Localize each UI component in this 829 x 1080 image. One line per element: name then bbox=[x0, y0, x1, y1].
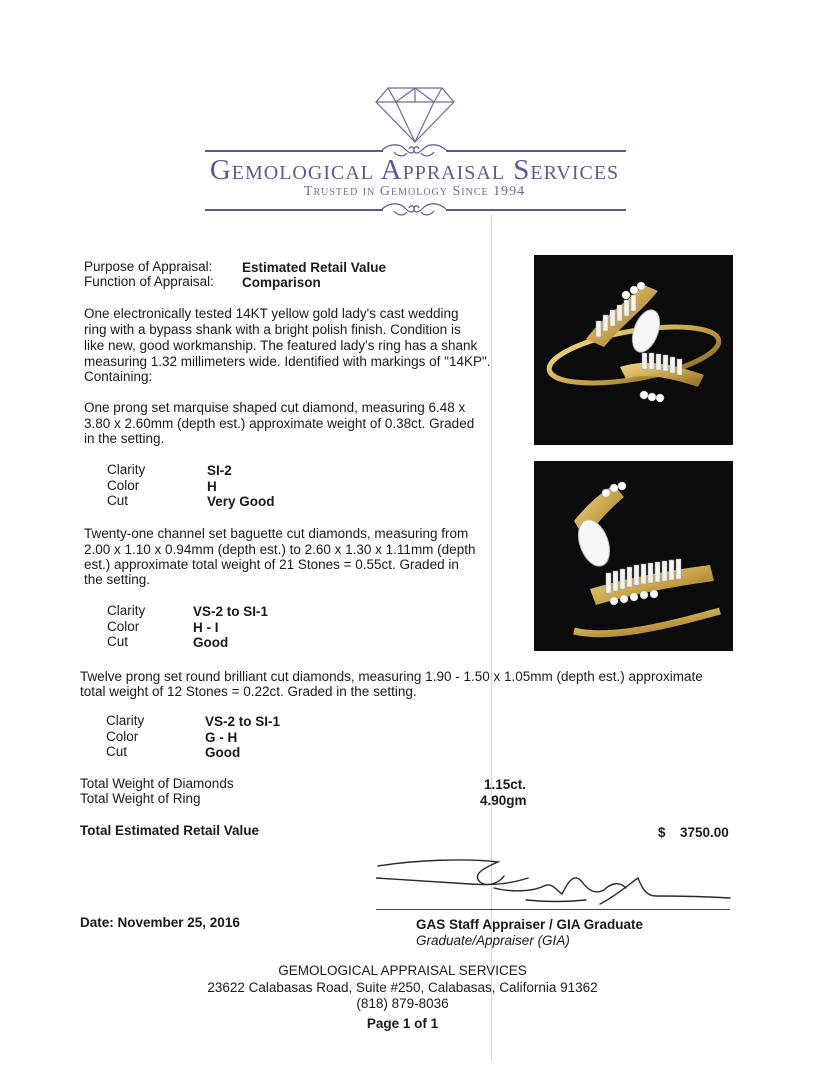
header-rule-top-right bbox=[446, 150, 626, 152]
description-line: One electronically tested 14KT yellow gold lady's cast wedding bbox=[84, 306, 459, 321]
appraiser-subtitle: Graduate/Appraiser (GIA) bbox=[416, 933, 570, 948]
cut-value: Good bbox=[193, 635, 229, 650]
stone-description-line: One prong set marquise shaped cut diamond, measuring 6.48 x bbox=[84, 400, 466, 415]
stone-description-line: 2.00 x 1.10 x 0.94mm (depth est.) to 2.60 x 1.30 x 1.11mm (depth bbox=[84, 542, 476, 557]
function-label: Function of Appraisal: bbox=[84, 274, 214, 289]
cut-label: Cut bbox=[106, 744, 128, 759]
total-diamonds-label: Total Weight of Diamonds bbox=[80, 776, 234, 791]
total-diamonds-value: 1.15ct. bbox=[484, 777, 527, 792]
signature-image bbox=[376, 852, 736, 912]
stone-description-line: Twenty-one channel set baguette cut diamonds, measuring from bbox=[84, 526, 469, 541]
ring-photo-front bbox=[534, 255, 733, 445]
color-value: H - I bbox=[193, 620, 219, 635]
footer-phone: (818) 879-8036 bbox=[356, 996, 449, 1011]
cut-value: Good bbox=[205, 745, 241, 760]
stone-description-line: Twelve prong set round brilliant cut diamonds, measuring 1.90 - 1.50 x 1.05mm (depth est.) approximate bbox=[80, 669, 703, 684]
header-rule-bottom-left bbox=[205, 209, 383, 211]
clarity-value: VS-2 to SI-1 bbox=[193, 604, 269, 619]
description-line: like new, good workmanship. The featured lady's ring has a shank bbox=[84, 338, 478, 353]
color-label: Color bbox=[107, 478, 140, 493]
footer-company: GEMOLOGICAL APPRAISAL SERVICES bbox=[278, 963, 527, 978]
cut-label: Cut bbox=[107, 493, 129, 508]
total-retail-value: 3750.00 bbox=[680, 825, 729, 840]
clarity-label: Clarity bbox=[107, 603, 146, 618]
function-value: Comparison bbox=[242, 275, 321, 290]
description-line: ring with a bypass shank with a bright polish finish. Condition is bbox=[84, 322, 461, 337]
total-retail-label: Total Estimated Retail Value bbox=[80, 823, 260, 838]
header-rule-top-left bbox=[205, 150, 383, 152]
appraiser-title: GAS Staff Appraiser / GIA Graduate bbox=[416, 917, 644, 932]
color-value: H bbox=[207, 479, 217, 494]
cut-label: Cut bbox=[107, 634, 129, 649]
footer-address: 23622 Calabasas Road, Suite #250, Calabasas, California 91362 bbox=[207, 980, 598, 995]
company-name: Gemological Appraisal Services bbox=[209, 154, 620, 186]
ring-photo-side bbox=[534, 461, 733, 651]
diamond-logo-icon bbox=[374, 84, 456, 144]
footer-page-number: Page 1 of 1 bbox=[366, 1016, 439, 1031]
clarity-value: SI-2 bbox=[207, 463, 232, 478]
clarity-value: VS-2 to SI-1 bbox=[205, 714, 281, 729]
ring-side-image bbox=[534, 461, 733, 651]
clarity-label: Clarity bbox=[107, 462, 146, 477]
purpose-label: Purpose of Appraisal: bbox=[84, 259, 213, 274]
currency-symbol: $ bbox=[658, 825, 666, 840]
total-ring-value: 4.90gm bbox=[480, 793, 527, 808]
stone-description-line: 3.80 x 2.60mm (depth est.) approximate weight of 0.38ct. Graded bbox=[84, 416, 475, 431]
color-label: Color bbox=[107, 619, 140, 634]
appraisal-date: Date: November 25, 2016 bbox=[80, 915, 240, 930]
color-label: Color bbox=[106, 729, 139, 744]
description-line: Containing: bbox=[84, 369, 153, 384]
ornament-bottom-icon bbox=[380, 200, 448, 218]
clarity-label: Clarity bbox=[106, 713, 145, 728]
signature-line bbox=[376, 909, 730, 910]
header-rule-bottom-right bbox=[446, 209, 626, 211]
description-line: measuring 1.32 millimeters wide. Identified with markings of "14KP". bbox=[84, 354, 491, 369]
stone-description-line: total weight of 12 Stones = 0.22ct. Graded in the setting. bbox=[80, 684, 417, 699]
stone-description-line: the setting. bbox=[84, 572, 151, 587]
color-value: G - H bbox=[205, 730, 238, 745]
cut-value: Very Good bbox=[207, 494, 275, 509]
total-ring-label: Total Weight of Ring bbox=[80, 791, 201, 806]
purpose-value: Estimated Retail Value bbox=[242, 260, 387, 275]
ring-front-image bbox=[534, 255, 733, 445]
stone-description-line: est.) approximate total weight of 21 Stones = 0.55ct. Graded in bbox=[84, 557, 459, 572]
company-tagline: Trusted in Gemology Since 1994 bbox=[303, 184, 526, 199]
stone-description-line: in the setting. bbox=[84, 431, 165, 446]
